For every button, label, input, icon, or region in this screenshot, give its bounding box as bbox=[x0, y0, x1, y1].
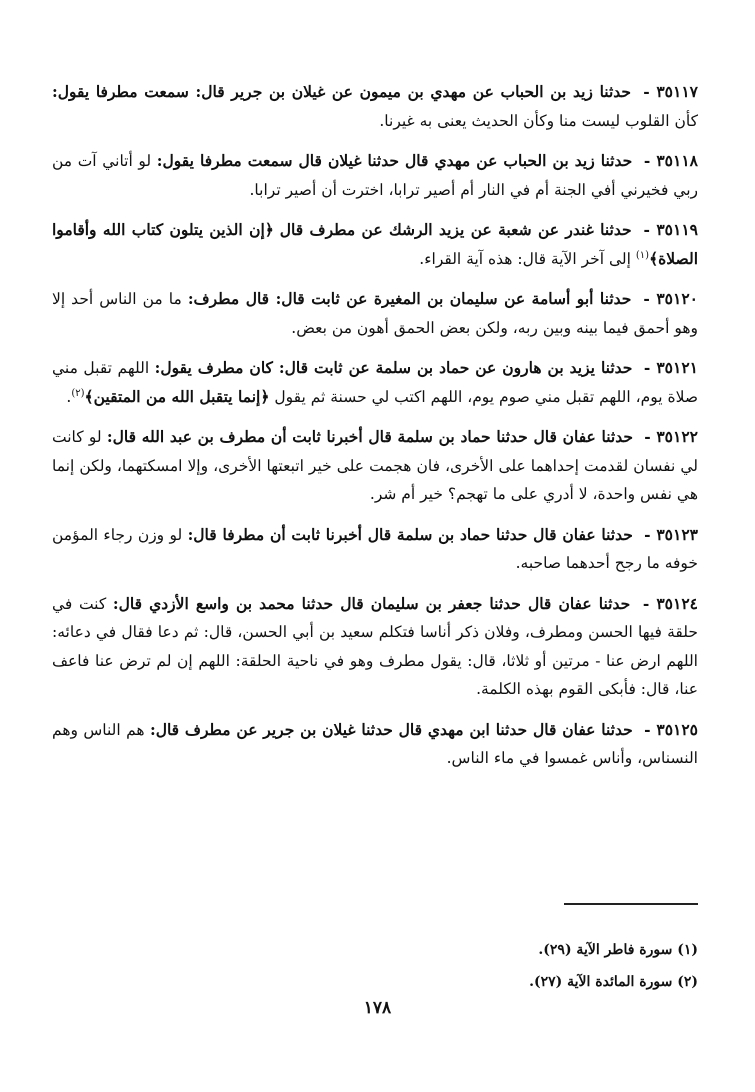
footnote-ref: (٢) bbox=[71, 387, 85, 399]
hadith-entry bbox=[52, 147, 698, 204]
hadith-isnad: حدثنا زيد بن الحباب عن مهدي بن ميمون عن غيلان بن جرير قال: سمعت مطرفا يقول: bbox=[52, 82, 632, 101]
hadith-isnad: حدثنا عفان قال حدثنا ابن مهدي قال حدثنا غيلان بن جرير عن مطرف قال: bbox=[149, 719, 633, 739]
hadith-text-end: . bbox=[66, 387, 72, 406]
hadith-number: ٣٥١١٩ - bbox=[643, 220, 698, 239]
hadith-number: ٣٥١١٨ - bbox=[643, 151, 698, 170]
hadith-entry bbox=[52, 590, 698, 704]
hadith-isnad: حدثنا زيد بن الحباب عن مهدي قال حدثنا غيلان قال سمعت مطرفا يقول: bbox=[156, 151, 633, 170]
hadith-text: اللهم تقبل مني صلاة يوم، اللهم تقبل مني صوم يوم، اللهم اكتب لي حسنة ثم يقول bbox=[52, 359, 698, 406]
hadith-entry bbox=[52, 216, 698, 273]
footnote-divider bbox=[564, 903, 698, 905]
hadith-isnad: حدثنا عفان قال حدثنا حماد بن سلمة قال أخبرنا ثابت أن مطرفا قال: bbox=[187, 524, 633, 544]
hadith-isnad: حدثنا يزيد بن هارون عن حماد بن سلمة عن ثابت قال: كان مطرف يقول: bbox=[154, 358, 633, 377]
quran-quote: ﴿إن الذين يتلون كتاب الله وأقاموا الصلاة﴾ bbox=[52, 220, 698, 268]
hadith-isnad: حدثنا أبو أسامة عن سليمان بن المغيرة عن ثابت قال: قال مطرف: bbox=[187, 289, 632, 308]
hadith-number: ٣٥١٢١ - bbox=[643, 358, 698, 377]
hadith-text: هم الناس وهم النسناس، وأناس غمسوا في ماء الناس. bbox=[52, 720, 698, 767]
hadith-isnad: حدثنا عفان قال حدثنا جعفر بن سليمان قال حدثنا محمد بن واسع الأزدي قال: bbox=[112, 593, 631, 613]
hadith-number: ٣٥١٢٤ - bbox=[642, 593, 698, 613]
page-number: ١٧٨ bbox=[363, 998, 392, 1018]
hadith-number: ٣٥١٢٥ - bbox=[644, 719, 699, 739]
footnote-ref: (١) bbox=[635, 249, 650, 261]
hadith-text: لو أتاني آت من ربي فخيرني أفي الجنة أم في النار أم أصير ترابا، اخترت أن أصير ترابا. bbox=[52, 152, 698, 199]
hadith-number: ٣٥١٢٣ - bbox=[644, 524, 698, 544]
quran-quote: ﴿إنما يتقبل الله من المتقين﴾ bbox=[84, 386, 270, 406]
hadith-isnad: حدثنا غندر عن شعبة عن يزيد الرشك عن مطرف قال bbox=[279, 220, 632, 239]
hadith-text: إلى آخر الآية قال: هذه آية القراء. bbox=[419, 249, 631, 268]
page-body bbox=[52, 78, 698, 785]
hadith-text: ما من الناس أحد إلا وهو أحمق فيما بينه وبين ربه، ولكن بعض الحمق أهون من بعض. bbox=[52, 290, 698, 337]
hadith-isnad: حدثنا عفان قال حدثنا حماد بن سلمة قال أخبرنا ثابت أن مطرف بن عبد الله قال: bbox=[106, 427, 633, 446]
footnote: (٢) سورة المائدة الآية (٢٧). bbox=[529, 974, 698, 990]
hadith-entry bbox=[52, 354, 698, 411]
hadith-number: ٣٥١٢٢ - bbox=[644, 427, 698, 446]
hadith-entry bbox=[52, 285, 698, 342]
hadith-entry bbox=[52, 521, 698, 578]
footnote: (١) سورة فاطر الآية (٢٩). bbox=[538, 942, 698, 958]
hadith-text: كأن القلوب ليست منا وكأن الحديث يعنى به غيرنا. bbox=[379, 111, 698, 130]
hadith-number: ٣٥١١٧ - bbox=[643, 82, 698, 101]
hadith-entry bbox=[52, 78, 698, 135]
hadith-number: ٣٥١٢٠ - bbox=[643, 289, 698, 308]
footnotes bbox=[52, 934, 698, 998]
hadith-text: كنت في حلقة فيها الحسن ومطرف، وفلان ذكر أناسا فتكلم سعيد بن أبي الحسن، قال: ثم دعا فقال في دعائه: اللهم ارض عنا - مرتين أو ثلاثا، قال: يقول مطرف وهو في ناحية الحلقة: اللهم إن لم ترض عنا فاعف عنا، قال: فأبكى القوم بهذه الكلمة. bbox=[52, 594, 698, 698]
hadith-entry bbox=[52, 716, 698, 773]
hadith-entry bbox=[52, 423, 698, 509]
hadith-text: لو وزن رجاء المؤمن خوفه ما رجح أحدهما صاحبه. bbox=[52, 525, 698, 572]
hadith-text: لو كانت لي نفسان لقدمت إحداهما على الأخرى، فان هجمت على خير اتبعتها الأخرى، وإلا امسكتهما، ولكن إنما هي نفس واحدة، لا أدري على ما تهجم؟ خير أم شر. bbox=[52, 428, 698, 503]
